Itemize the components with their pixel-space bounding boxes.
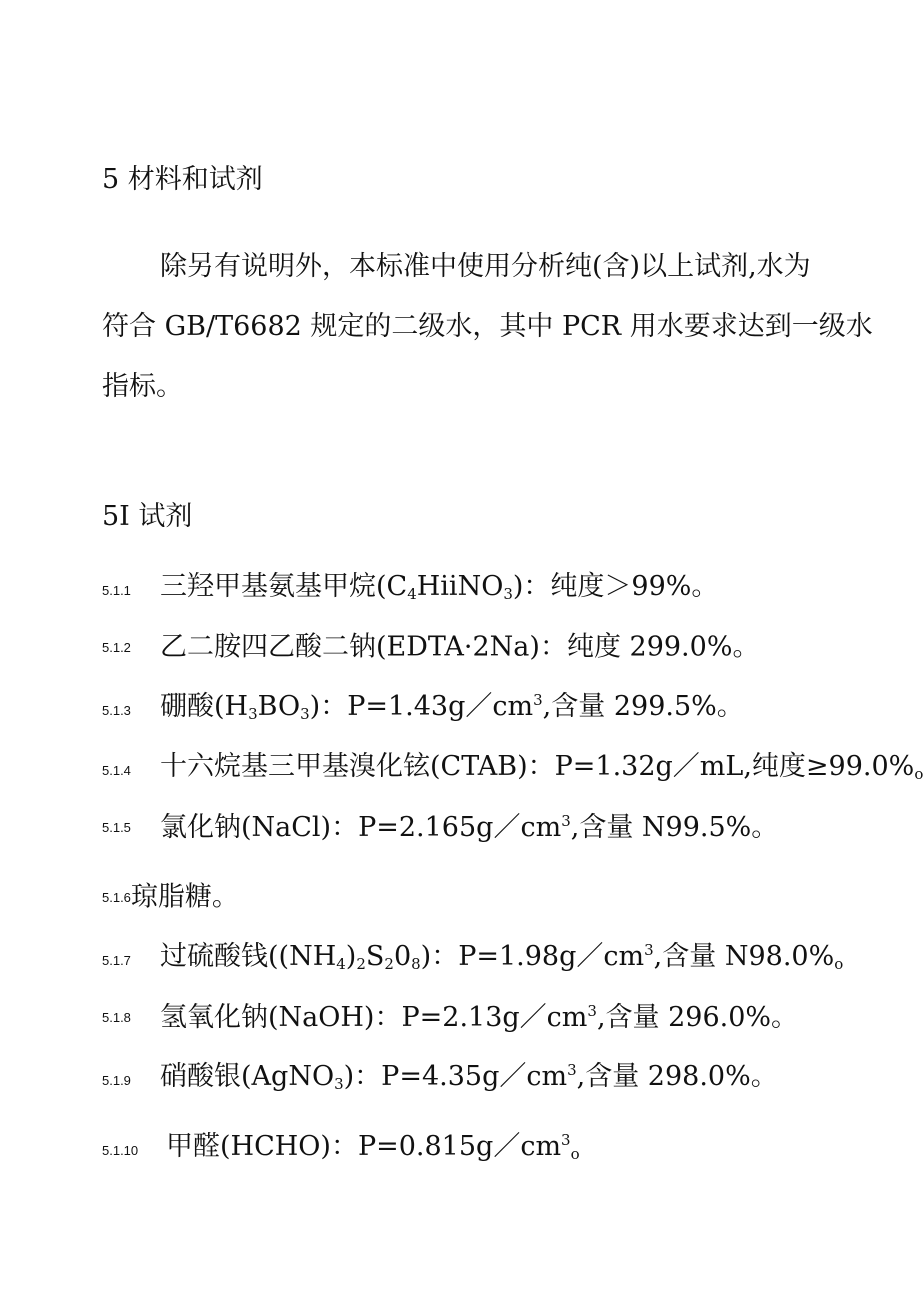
section-5-1-heading: 5I 试剂 — [102, 501, 193, 532]
item-text: 过硫酸钱$((NH_4)_2S_20_8)$：$P=1.98g/cm^3$,含量 $N98.0\%_o$ — [160, 941, 844, 973]
section-5-paragraph-line-2: 符合 GB/T6682 规定的二级水，其中 PCR 用水要求达到一级水 — [102, 311, 873, 342]
item-text: 琼脂糖。 — [130, 881, 239, 913]
section-5-paragraph-line-1: 除另有说明外，本标准中使用分析纯(含)以上试剂,水为 — [160, 251, 811, 282]
item-text: 十六烷基三甲基溴化铉(CTAB)：P=1.32g／mL,纯度$\ge 99.0\%_o$ — [160, 751, 923, 783]
reagent-item-5-1-7 — [102, 940, 843, 974]
section-5-heading: 5 材料和试剂 — [102, 164, 263, 195]
item-text: 乙二胺四乙酸二钠(EDTA·2Na)：纯度 299.0%。 — [160, 631, 760, 663]
item-text: 甲醛(HCHO)：$P=0.815g/cm^3_o$ — [166, 1131, 580, 1163]
reagent-item-5-1-3 — [102, 690, 744, 724]
item-number: 5.1.3 — [102, 702, 131, 718]
reagent-item-5-1-10 — [102, 1130, 580, 1164]
item-number: 5.1.1 — [102, 582, 131, 598]
reagent-item-5-1-5 — [102, 810, 778, 844]
item-number: 5.1.7 — [102, 952, 131, 968]
item-number: 5.1.9 — [102, 1072, 131, 1088]
item-number: 5.1.2 — [102, 639, 131, 655]
item-text: 硝酸银(AgNO$_3$)：$P=4.35g/cm^3$,含量 298.0%。 — [160, 1061, 778, 1093]
reagent-item-5-1-9 — [102, 1060, 778, 1094]
item-number: 5.1.8 — [102, 1009, 131, 1025]
reagent-item-5-1-4 — [102, 750, 923, 784]
section-5-paragraph-line-3: 指标。 — [102, 371, 183, 402]
item-text: 氢氧化钠(NaOH)：$P=2.13g/cm^3$,含量 296.0%。 — [160, 1001, 799, 1033]
item-number: 5.1.4 — [102, 762, 131, 778]
item-number: 5.1.6 — [102, 889, 131, 905]
item-text: 氯化钠(NaCl)：$P=2.165g/cm^3$,含量 N99.5%。 — [160, 811, 779, 843]
item-text: 三羟甲基氨基甲烷$(C_4HiiNO_3)$：纯度＞99%。 — [160, 571, 719, 603]
reagent-item-5-1-6 — [102, 880, 239, 914]
reagent-item-5-1-2 — [102, 630, 759, 664]
item-text: 硼酸$(H_3BO_3)$：$P=1.43g/cm^3$,含量 299.5%。 — [160, 691, 744, 723]
item-number: 5.1.5 — [102, 819, 131, 835]
item-number: 5.1.10 — [102, 1142, 139, 1158]
reagent-item-5-1-8 — [102, 1000, 798, 1034]
reagent-item-5-1-1 — [102, 570, 718, 604]
